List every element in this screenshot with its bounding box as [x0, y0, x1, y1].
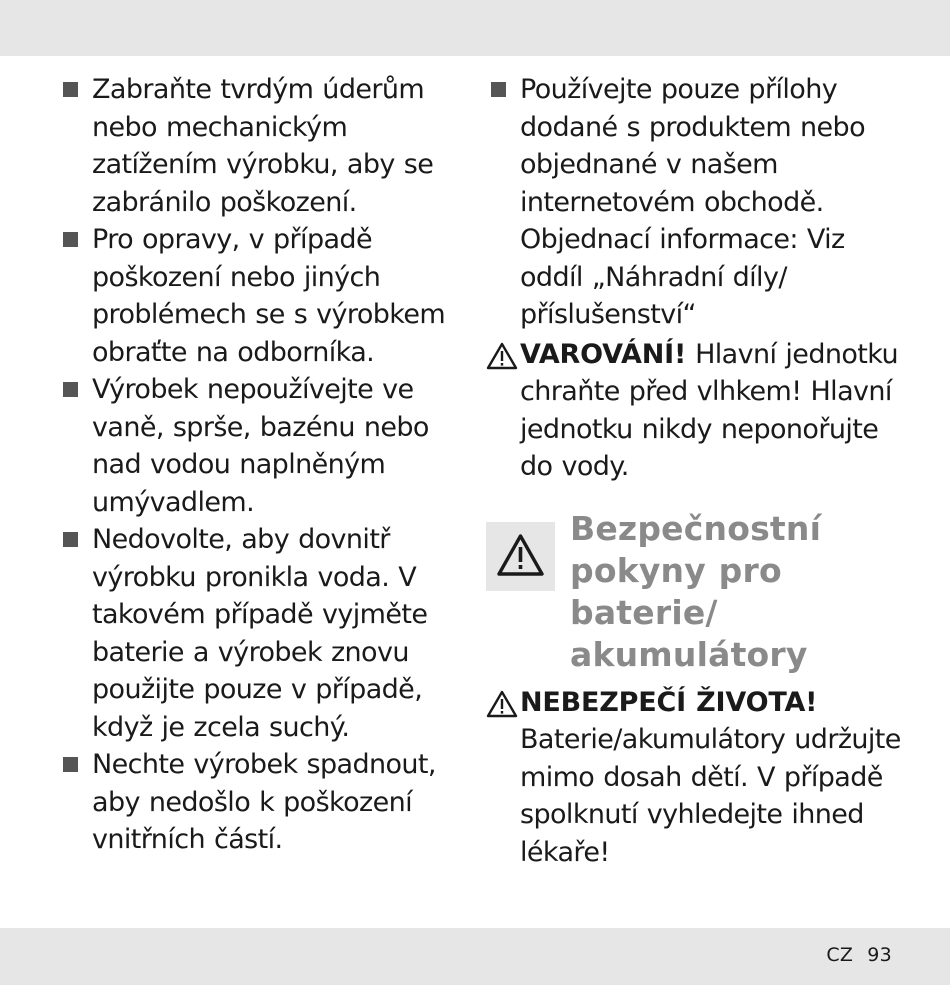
list-item: [60, 221, 465, 371]
bullet-square-icon: [63, 757, 78, 772]
bullet-square-icon: [491, 82, 506, 97]
list-item-text: Nedovolte, aby dovnitř výrobku pronikla voda. V takovém případě vyjměte baterie a výrobek znovu použijte pouze v případě, když je zcela suchý.: [92, 524, 428, 743]
bottom-band: [0, 928, 950, 985]
list-item: [60, 71, 465, 221]
list-item-text: Nechte výrobek spadnout, aby nedošlo k poškození vnitřních částí.: [92, 749, 436, 855]
list-item-text: Zabraňte tvrdým úderům nebo mechanickým zatížením výrobku, aby se zabránilo poškození.: [92, 74, 434, 218]
warning-text: Hlavní jednotku chraňte před vlhkem! Hlavní jednotku nikdy neponořujte do vody.: [520, 338, 898, 482]
right-bullet-list: [488, 71, 908, 334]
warning-triangle-icon: [486, 690, 518, 718]
top-band: [0, 0, 950, 56]
bullet-square-icon: [63, 232, 78, 247]
page-number: 93: [867, 944, 892, 966]
right-column: [488, 71, 908, 871]
section-title: Bezpečnostní pokyny pro baterie/ akumulátory: [570, 508, 822, 674]
left-column: [60, 71, 465, 859]
list-item-text: Pro opravy, v případě poškození nebo jiných problémech se s výrobkem obraťte na odborníka.: [92, 224, 446, 368]
page-footer: [826, 944, 892, 966]
danger-notice: [488, 684, 908, 872]
left-bullet-list: [60, 71, 465, 859]
list-item: [60, 746, 465, 859]
warning-triangle-icon: [486, 342, 518, 370]
warning-notice: [488, 336, 908, 486]
danger-label: NEBEZPEČÍ ŽIVOTA!: [520, 686, 818, 718]
section-heading: [488, 508, 908, 678]
bullet-square-icon: [63, 82, 78, 97]
heading-icon-box: [486, 522, 555, 591]
warning-label: VAROVÁNÍ!: [520, 338, 687, 370]
warning-triangle-icon: [496, 533, 545, 577]
list-item-text: Používejte pouze přílohy dodané s produktem nebo objednané v našem internetovém obchodě. Objednací informace: Viz oddíl „Náhradní díly/ příslušenství“: [520, 74, 866, 330]
bullet-square-icon: [63, 532, 78, 547]
footer-language: CZ: [826, 944, 854, 966]
list-item: [60, 371, 465, 521]
list-item: [60, 521, 465, 746]
list-item: [488, 71, 908, 334]
list-item-text: Výrobek nepoužívejte ve vaně, sprše, bazénu nebo nad vodou naplněným umývadlem.: [92, 374, 429, 518]
danger-text: Baterie/akumulátory udržujte mimo dosah dětí. V případě spolknutí vyhledejte ihned lékaře!: [520, 724, 901, 868]
bullet-square-icon: [63, 382, 78, 397]
